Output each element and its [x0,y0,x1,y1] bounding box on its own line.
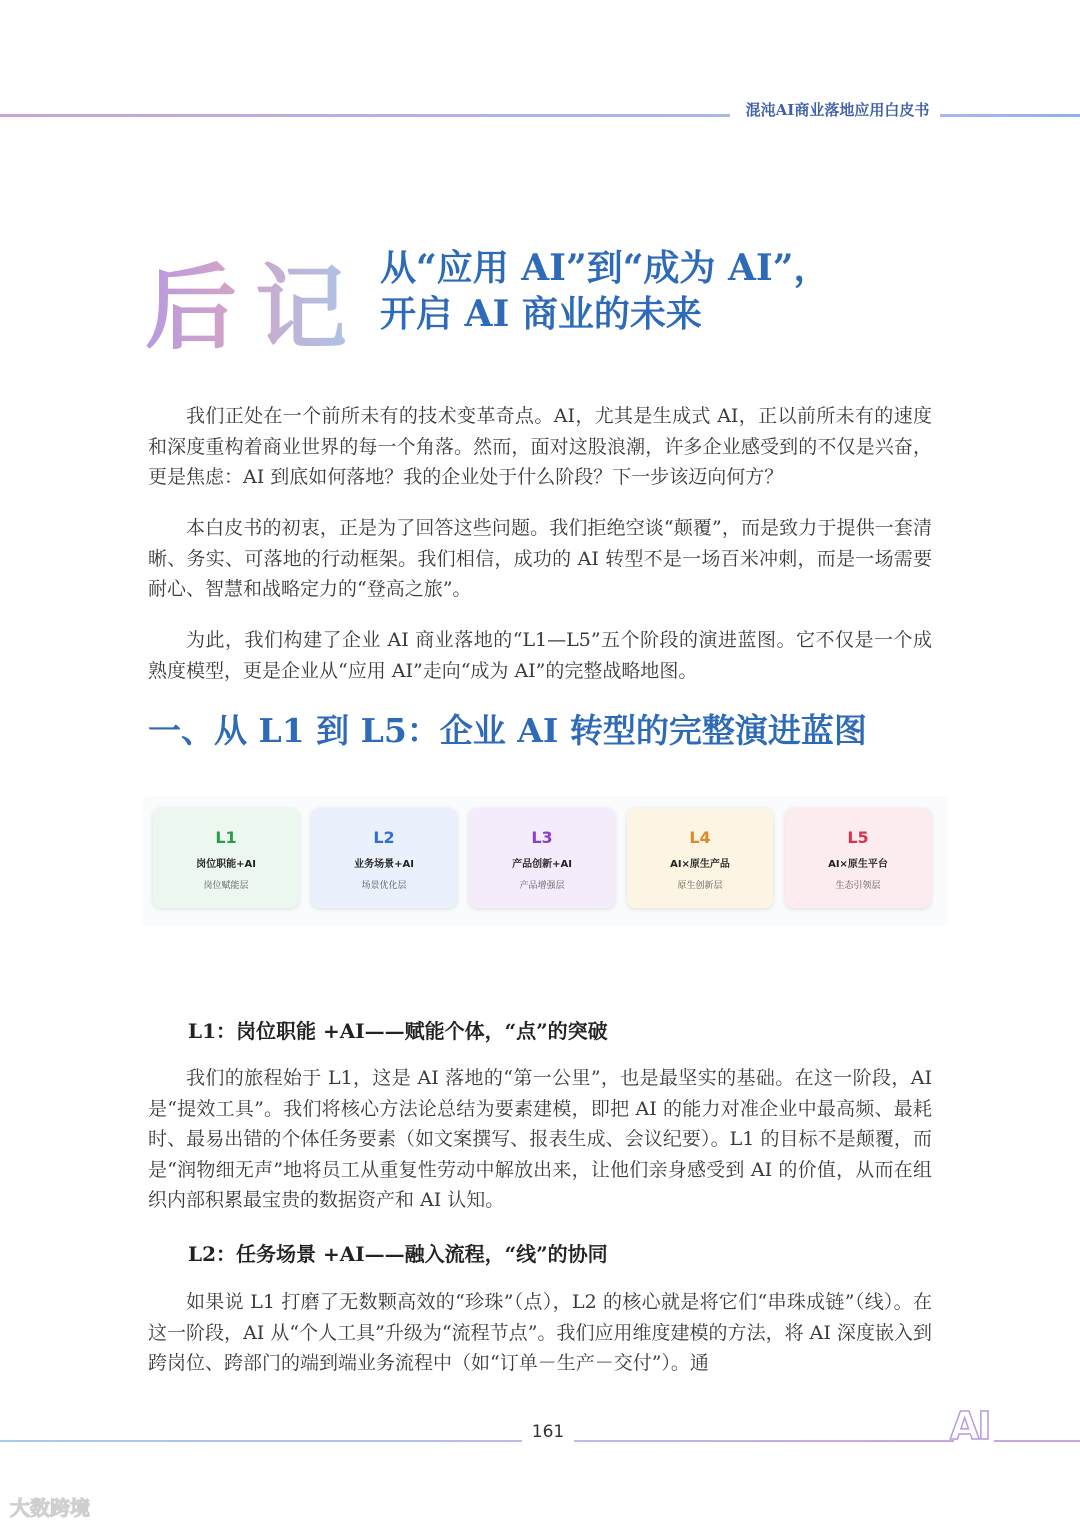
level-sublabel: 岗位赋能层 [203,881,249,891]
level-name: 产品创新+AI [512,859,572,870]
header-rule-right [940,114,1080,117]
level-name: AI×原生产品 [670,859,730,870]
l2-heading: L2：任务场景 +AI——融入流程，“线”的协同 [188,1242,608,1266]
level-label: L1 [215,828,237,847]
level-sublabel: 场景优化层 [361,881,407,891]
level-name: AI×原生平台 [828,859,888,870]
level-label: L5 [847,828,869,847]
intro-paragraph-1: 我们正处在一个前所未有的技术变革奇点。AI，尤其是生成式 AI，正以前所未有的速度和深度重构着商业世界的每一个角落。然而，面对这股浪潮，许多企业感受到的不仅是兴奋，更是焦虑：AI 到底如何落地？我的企业处于什么阶段？下一步该迈向何方？ [148,405,932,488]
footer-rule-right [574,1440,954,1442]
level-cards-diagram [142,796,948,926]
footer-rule-far [994,1440,1080,1442]
intro-paragraph-3: 为此，我们构建了企业 AI 商业落地的“L1—L5”五个阶段的演进蓝图。它不仅是一个成熟度模型，更是企业从“应用 AI”走向“成为 AI”的完整战略地图。 [148,629,932,682]
level-name: 岗位职能+AI [196,859,256,870]
level-card-l4 [627,808,773,908]
intro-paragraph-2: 本白皮书的初衷，正是为了回答这些问题。我们拒绝空谈“颠覆”，而是致力于提供一套清晰、务实、可落地的行动框架。我们相信，成功的 AI 转型不是一场百米冲刺，而是一场需要耐心、智慧和战略定力的“登高之旅”。 [148,517,932,600]
level-sublabel: 产品增强层 [519,881,565,891]
chapter-title-line2: 开启 AI 商业的未来 [380,293,702,335]
header-rule-left [0,114,730,117]
level-card-l2 [311,808,457,908]
footer-rule-left [0,1440,522,1442]
level-name: 业务场景+AI [354,859,414,870]
level-sublabel: 原生创新层 [677,881,723,891]
level-label: L2 [373,828,395,847]
ai-logo-icon: AI [950,1404,990,1448]
l1-heading: L1：岗位职能 +AI——赋能个体，“点”的突破 [188,1019,608,1043]
level-label: L3 [531,828,553,847]
level-sublabel: 生态引领层 [835,881,881,891]
running-header-title: 混沌AI商业落地应用白皮书 [745,101,930,119]
chapter-title-line1: 从“应用 AI”到“成为 AI”， [380,247,830,289]
afterword-big-title: 后记 [145,235,365,367]
l2-paragraph: 如果说 L1 打磨了无数颗高效的“珍珠”（点），L2 的核心就是将它们“串珠成链”（线）。在这一阶段，AI 从“个人工具”升级为“流程节点”。我们应用维度建模的方法，将 AI 深度嵌入到跨岗位、跨部门的端到端业务流程中（如“订单－生产－交付”）。通 [148,1291,932,1374]
page-number: 161 [531,1422,565,1442]
level-card-l5 [785,808,931,908]
l1-paragraph: 我们的旅程始于 L1，这是 AI 落地的“第一公里”，也是最坚实的基础。在这一阶段，AI 是“提效工具”。我们将核心方法论总结为要素建模，即把 AI 的能力对准企业中最高频、最耗时、最易出错的个体任务要素（如文案撰写、报表生成、会议纪要）。L1 的目标不是颠覆，而是“润物细无声”地将员工从重复性劳动中解放出来，让他们亲身感受到 AI 的价值，从而在组织内部积累最宝贵的数据资产和 AI 认知。 [148,1067,932,1211]
level-card-l3 [469,808,615,908]
section-heading: 一、从 L1 到 L5：企业 AI 转型的完整演进蓝图 [148,711,867,750]
level-label: L4 [689,828,711,847]
level-card-l1 [153,808,299,908]
watermark: 大数跨境 [10,1496,90,1520]
